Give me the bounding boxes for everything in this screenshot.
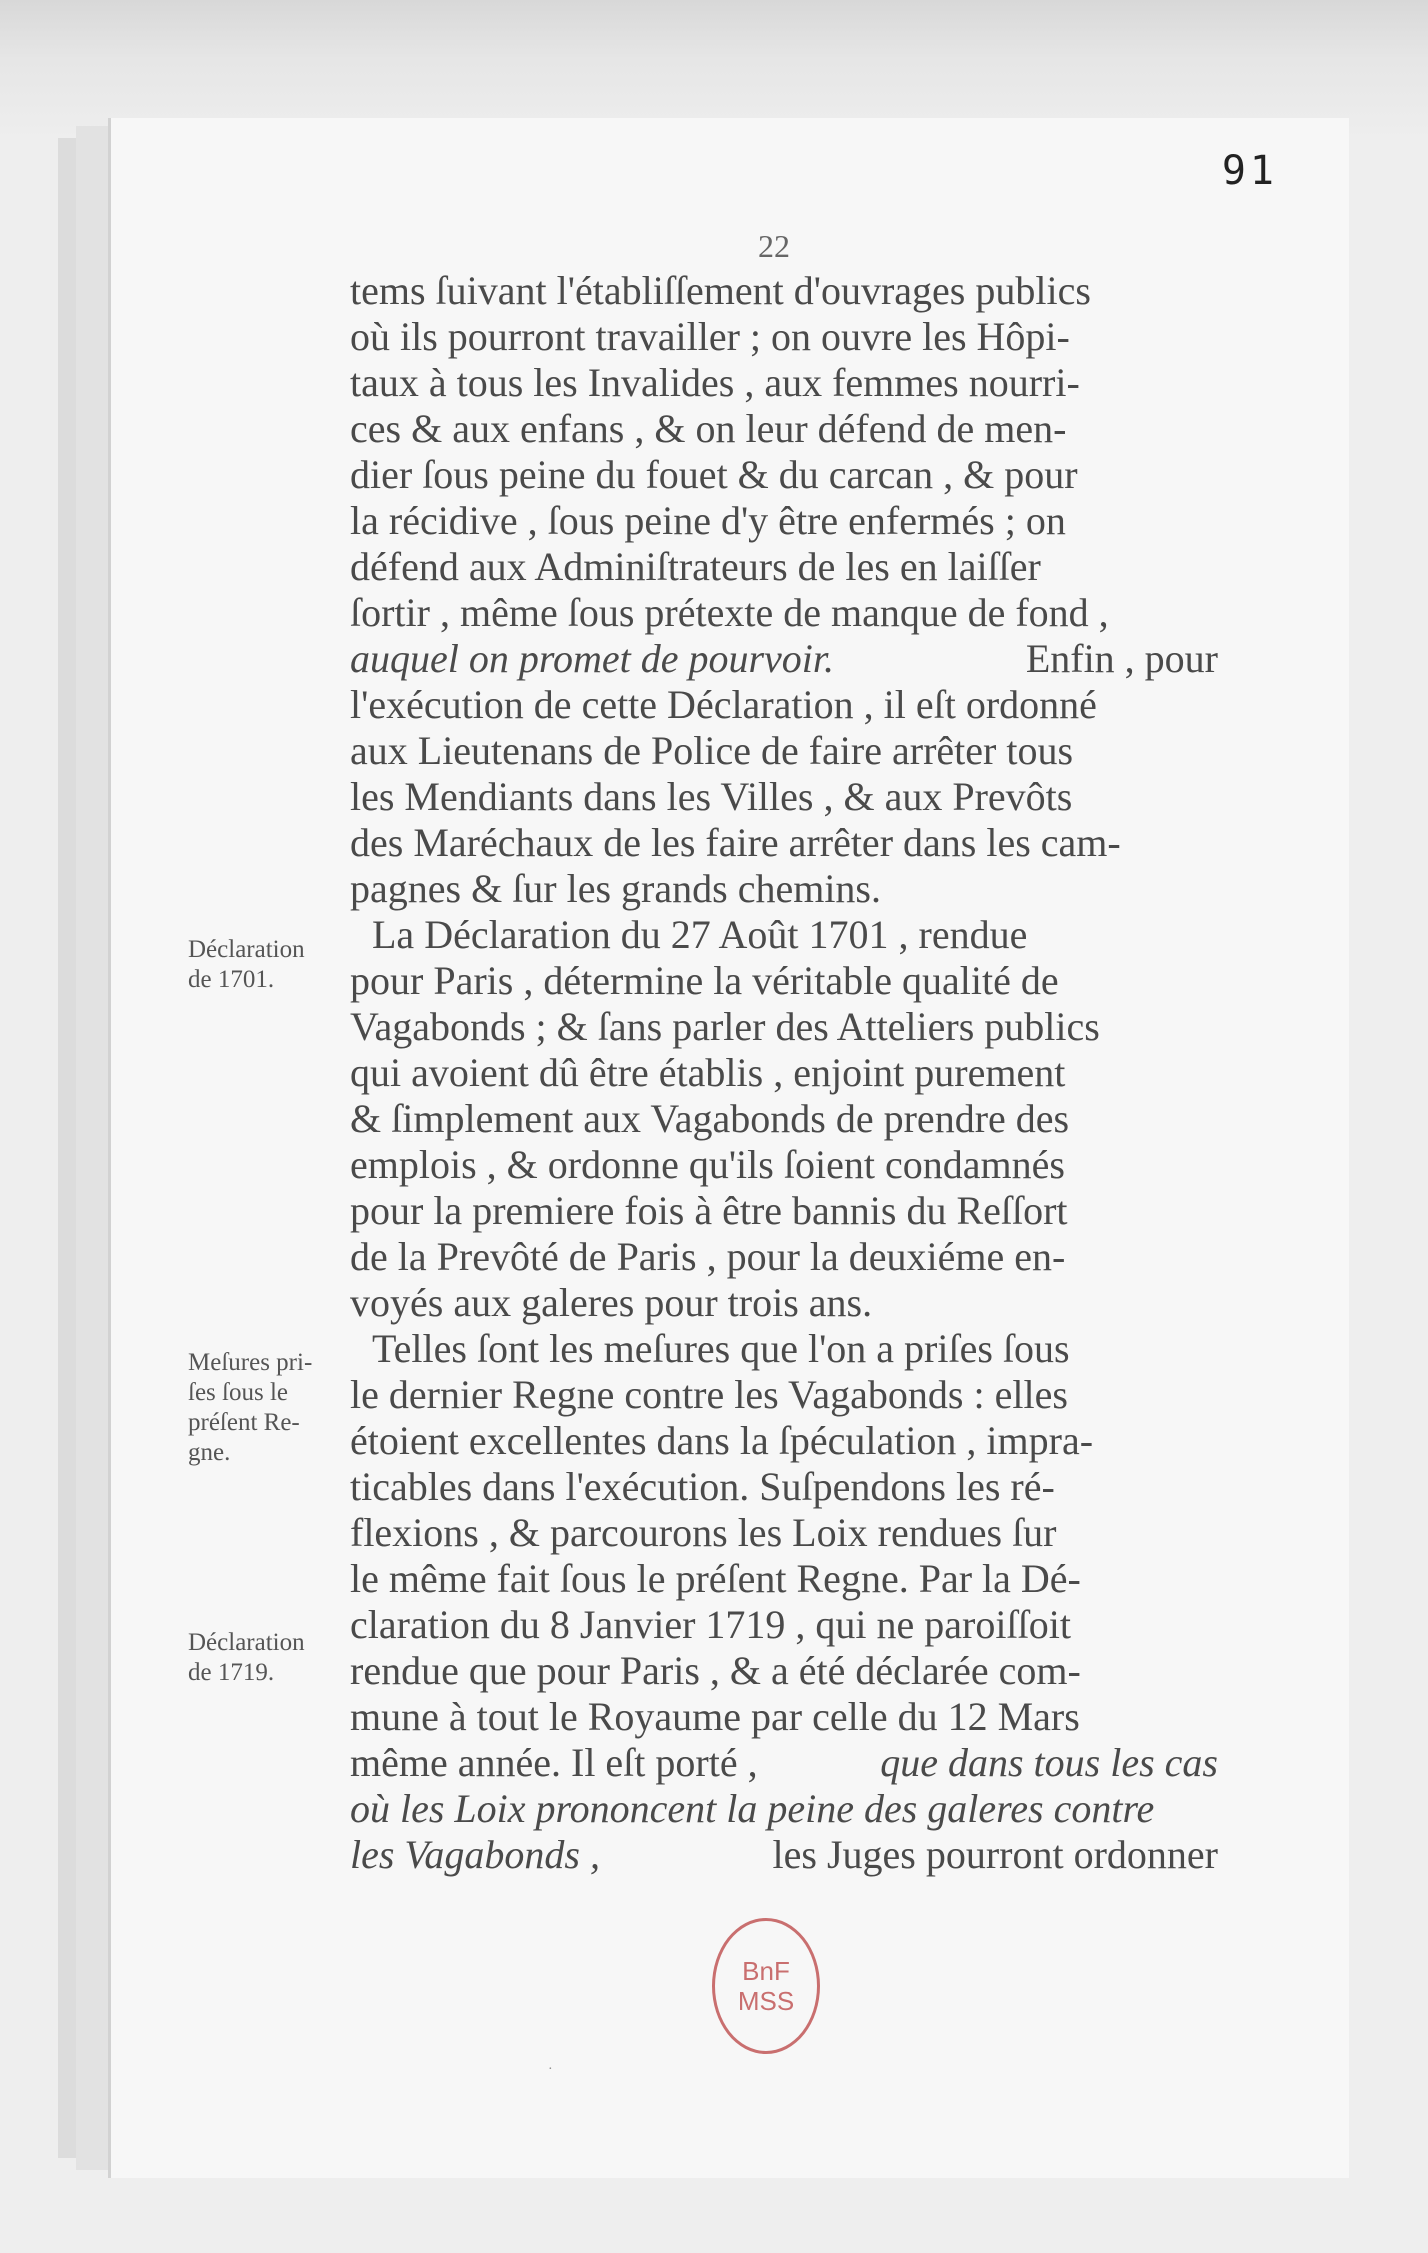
text-line: rendue que pour Paris , & a été déclarée com- (350, 1648, 1081, 1693)
text-line: défend aux Adminiſtrateurs de les en laiſſer (350, 544, 1041, 589)
text-line: Vagabonds ; & ſans parler des Atteliers publics (350, 1004, 1100, 1049)
text-line: pour Paris , détermine la véritable qualité de (350, 958, 1059, 1003)
margin-note-mesures (188, 1348, 358, 1468)
library-stamp (712, 1918, 820, 2054)
text-line: ſortir , même ſous prétexte de manque de fond , (350, 590, 1109, 635)
text-line: claration du 8 Janvier 1719 , qui ne paroiſſoit (350, 1602, 1071, 1647)
text-line: voyés aux galeres pour trois ans. (350, 1280, 873, 1325)
text-line: dier ſous peine du fouet & du carcan , & pour (350, 452, 1078, 497)
text-line: flexions , & parcourons les Loix rendues ſur (350, 1510, 1057, 1555)
roman-phrase: même année. Il eſt porté , (350, 1740, 758, 1785)
margin-note-declaration-1701 (188, 935, 358, 995)
body-text (350, 268, 1218, 1878)
roman-phrase: Enfin , pour (1025, 636, 1218, 681)
roman-phrase: les Juges pourront ordonner (772, 1832, 1218, 1877)
text-line: tems ſuivant l'établiſſement d'ouvrages publics (350, 268, 1091, 313)
text-line: La Déclaration du 27 Août 1701 , rendue (372, 912, 1028, 957)
text-line: ticables dans l'exécution. Suſpendons les ré- (350, 1464, 1055, 1509)
margin-note-line: de 1719. (188, 1659, 275, 1686)
text-line: l'exécution de cette Déclaration , il eſt ordonné (350, 682, 1097, 727)
margin-note-line: gne. (188, 1439, 231, 1466)
text-line: la récidive , ſous peine d'y être enfermés ; on (350, 498, 1066, 543)
text-line: les Mendiants dans les Villes , & aux Prevôts (350, 774, 1073, 819)
printed-page-number: 22 (758, 228, 790, 264)
folio-number: 91 (1221, 148, 1278, 194)
margin-note-line: préſent Re- (188, 1409, 300, 1436)
text-line-italic: où les Loix prononcent la peine des galeres contre (350, 1786, 1155, 1831)
text-line: le même fait ſous le préſent Regne. Par la Dé- (350, 1556, 1081, 1601)
text-line: étoient excellentes dans la ſpéculation , impra- (350, 1418, 1094, 1463)
margin-note-declaration-1719 (188, 1628, 358, 1688)
margin-note-line: Déclaration (188, 1629, 305, 1656)
text-line: des Maréchaux de les faire arrêter dans les cam- (350, 820, 1121, 865)
ink-speck: · (548, 2062, 553, 2077)
text-line: aux Lieutenans de Police de faire arrêter tous (350, 728, 1074, 773)
margin-note-line: Déclaration (188, 936, 305, 963)
text-line: mune à tout le Royaume par celle du 12 Mars (350, 1694, 1080, 1739)
margin-note-line: ſes ſous le (188, 1379, 288, 1406)
text-line-mixed (350, 1832, 1218, 1878)
text-line: & ſimplement aux Vagabonds de prendre des (350, 1096, 1070, 1141)
text-line: emplois , & ordonne qu'ils ſoient condamnés (350, 1142, 1065, 1187)
margin-note-line: de 1701. (188, 966, 275, 993)
text-line-mixed (350, 1740, 1218, 1786)
text-line: Telles ſont les meſures que l'on a priſes ſous (372, 1326, 1070, 1371)
stamp-line: BnF (742, 1956, 790, 1986)
text-line: ces & aux enfans , & on leur défend de men- (350, 406, 1067, 451)
text-line: où ils pourront travailler ; on ouvre les Hôpi- (350, 314, 1070, 359)
text-line: taux à tous les Invalides , aux femmes nourri- (350, 360, 1080, 405)
italic-phrase: les Vagabonds , (350, 1832, 600, 1877)
text-line: qui avoient dû être établis , enjoint purement (350, 1050, 1066, 1095)
text-line: pour la premiere fois à être bannis du Reſſort (350, 1188, 1068, 1233)
italic-phrase: auquel on promet de pourvoir. (350, 636, 835, 681)
text-line: le dernier Regne contre les Vagabonds : elles (350, 1372, 1068, 1417)
text-line: pagnes & ſur les grands chemins. (350, 866, 881, 911)
margin-note-line: Meſures pri- (188, 1349, 313, 1376)
text-line: de la Prevôté de Paris , pour la deuxiéme en- (350, 1234, 1066, 1279)
text-line-mixed (350, 636, 1218, 682)
stamp-line: MSS (737, 1986, 795, 2016)
italic-phrase: que dans tous les cas (880, 1740, 1218, 1785)
